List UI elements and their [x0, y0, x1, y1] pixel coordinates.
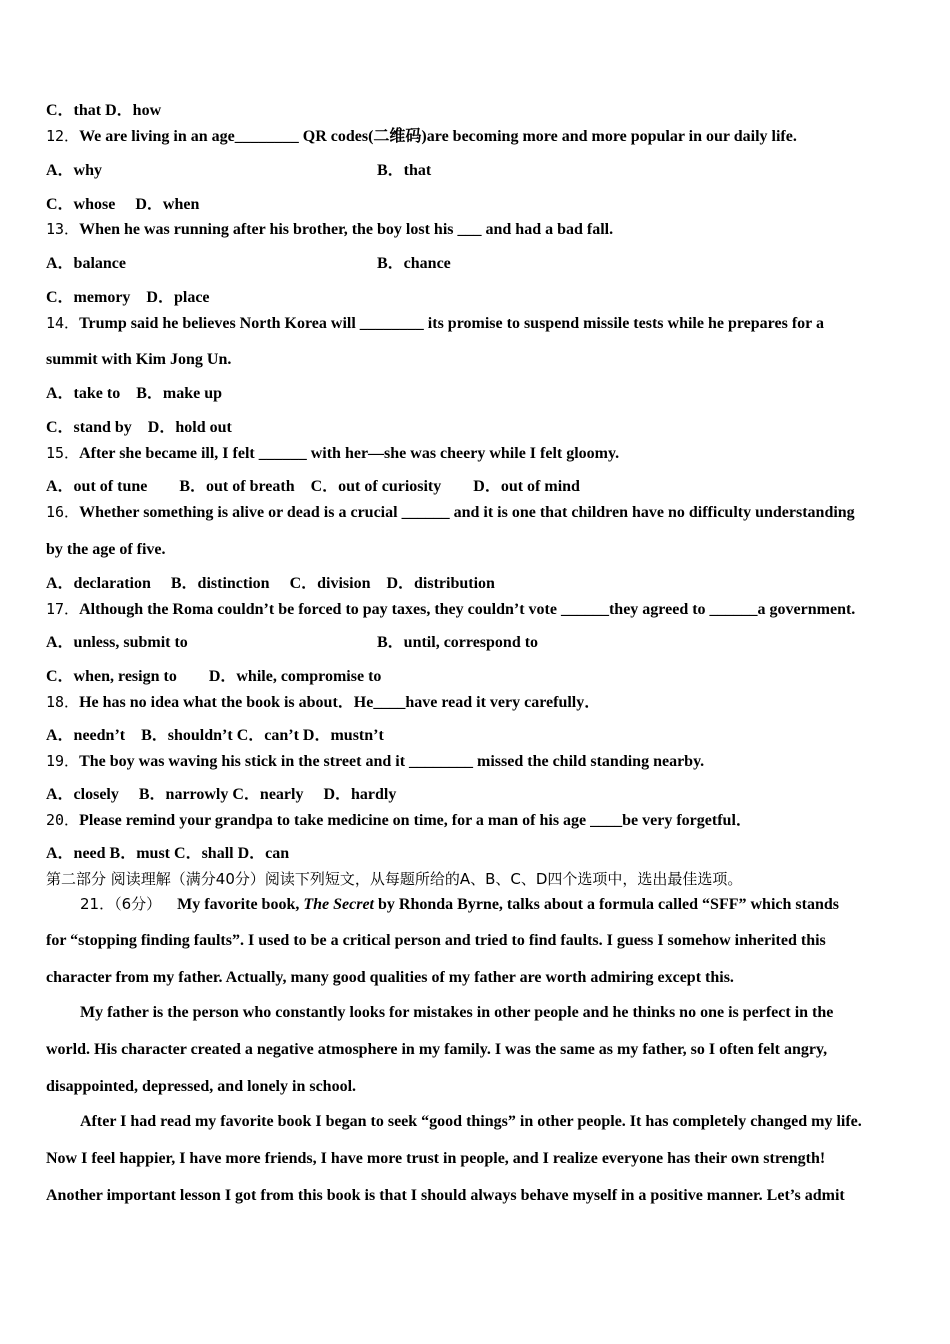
q17-options-cd: C．when, resign to D．while, compromise to	[46, 668, 382, 685]
q15-options: A．out of tune B．out of breath C．out of curiosity D．out of mind	[46, 478, 580, 495]
q16-number: 16．	[46, 503, 80, 521]
passage-p3-line1: After I had read my favorite book I began to seek “good things” in other people. It has completely changed my life.	[80, 1113, 862, 1130]
passage-p3-line2: Now I feel happier, I have more friends, I have more trust in people, and I realize everyone has their own strength!	[46, 1150, 826, 1167]
q18-number: 18．	[46, 693, 80, 711]
q18-options: A．needn’t B．shouldn’t C．can’t D．mustn’t	[46, 727, 384, 744]
q21-pre: My favorite book,	[177, 896, 304, 913]
book-title: The Secret	[303, 896, 374, 913]
q12-stem	[46, 126, 797, 147]
q13-number: 13．	[46, 220, 80, 238]
q14-options-cd: C．stand by D．hold out	[46, 419, 232, 436]
q20-options: A．need B．must C．shall D．can	[46, 845, 290, 862]
q20-stem	[46, 810, 752, 831]
q17-number: 17．	[46, 600, 80, 618]
q20-text: Please remind your grandpa to take medicine on time, for a man of his age ____be very forgetful．	[79, 812, 752, 829]
q21-line1	[80, 894, 839, 915]
q14-text: Trump said he believes North Korea will ________ its promise to suspend missile tests while he prepares for a	[79, 315, 824, 332]
q16-stem	[46, 502, 855, 523]
q18-stem	[46, 692, 600, 713]
q17-option-a: A．unless, submit to	[46, 634, 188, 651]
passage-p2-line1: My father is the person who constantly looks for mistakes in other people and he thinks no one is perfect in the	[80, 1004, 834, 1021]
q19-stem	[46, 751, 704, 772]
q16-stem-cont: by the age of five.	[46, 541, 166, 558]
q19-number: 19．	[46, 752, 80, 770]
q19-text: The boy was waving his stick in the street and it ________ missed the child standing nearby.	[79, 753, 705, 770]
q17-option-b: B．until, correspond to	[377, 634, 539, 651]
q12-text: We are living in an age________ QR codes(二维码)are becoming more and more popular in our daily life.	[79, 128, 797, 145]
q17-text: Although the Roma couldn’t be forced to pay taxes, they couldn’t vote ______they agreed to ______a government.	[79, 601, 856, 618]
q21-number: 21．（6分）	[80, 895, 162, 913]
passage-p2-line3: disappointed, depressed, and lonely in school.	[46, 1078, 357, 1095]
q18-text: He has no idea what the book is about．He____have read it very carefully．	[79, 694, 601, 711]
q12-option-b: B．that	[377, 162, 432, 179]
q11-options-tail: C．that D．how	[46, 102, 162, 119]
q12-options-cd: C．whose D．when	[46, 196, 200, 213]
q15-stem	[46, 443, 619, 464]
q16-text: Whether something is alive or dead is a crucial ______ and it is one that children have no difficulty understanding	[79, 504, 855, 521]
q14-stem-cont: summit with Kim Jong Un.	[46, 351, 232, 368]
q13-option-b: B．chance	[377, 255, 451, 272]
passage-p1-line3: character from my father. Actually, many good qualities of my father are worth admiring except this.	[46, 969, 734, 986]
q19-options: A．closely B．narrowly C．nearly D．hardly	[46, 786, 397, 803]
q12-number: 12．	[46, 127, 80, 145]
q13-stem	[46, 219, 613, 240]
section2-heading: 第二部分 阅读理解（满分40分）阅读下列短文，从每题所给的A、B、C、D四个选项中，选出最佳选项。	[46, 870, 743, 888]
passage-p1-line2: for “stopping finding faults”. I used to be a critical person and tried to find faults. I guess I somehow inherited this	[46, 932, 826, 949]
q20-number: 20．	[46, 811, 80, 829]
q13-text: When he was running after his brother, the boy lost his ___ and had a bad fall.	[79, 221, 614, 238]
q12-option-a: A．why	[46, 162, 103, 179]
q13-options-cd: C．memory D．place	[46, 289, 210, 306]
q16-options: A．declaration B．distinction C．division D．distribution	[46, 575, 495, 592]
passage-p3-line3: Another important lesson I got from this book is that I should always behave myself in a positive manner. Let’s admit	[46, 1187, 845, 1204]
q15-text: After she became ill, I felt ______ with her—she was cheery while I felt gloomy.	[79, 445, 620, 462]
q14-stem	[46, 313, 824, 334]
q13-option-a: A．balance	[46, 255, 127, 272]
q17-stem	[46, 599, 855, 620]
passage-p2-line2: world. His character created a negative atmosphere in my family. I was the same as my father, so I often felt angry,	[46, 1041, 828, 1058]
q15-number: 15．	[46, 444, 80, 462]
q21-post: by Rhonda Byrne, talks about a formula called “SFF” which stands	[374, 896, 839, 913]
q14-number: 14．	[46, 314, 80, 332]
q14-options-ab: A．take to B．make up	[46, 385, 223, 402]
